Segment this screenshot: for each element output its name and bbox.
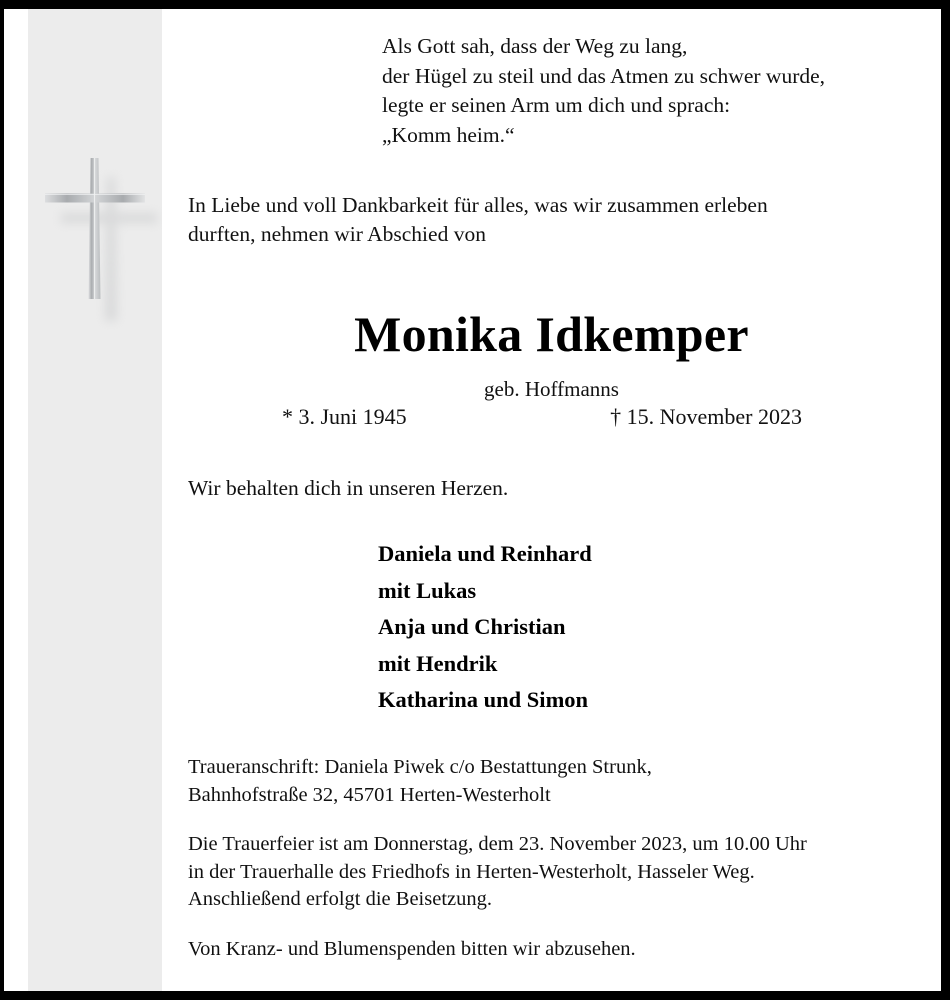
poem-block xyxy=(382,32,825,150)
mourning-address xyxy=(188,754,928,809)
ceremony-details xyxy=(188,831,933,914)
poem-line-3: legte er seinen Arm um dich und sprach: xyxy=(382,93,731,117)
flowers-note: Von Kranz- und Blumenspenden bitten wir abzusehen. xyxy=(188,938,636,960)
bottom-border xyxy=(0,991,950,1000)
ceremony-line-1: Die Trauerfeier ist am Donnerstag, dem 23. November 2023, um 10.00 Uhr xyxy=(188,833,807,855)
intro-block xyxy=(188,191,928,249)
death-date: † 15. November 2023 xyxy=(610,404,802,429)
address-line-1: Traueranschrift: Daniela Piwek c/o Bestattungen Strunk, xyxy=(188,756,652,778)
intro-line-1: In Liebe und voll Dankbarkeit für alles, was wir zusammen erleben xyxy=(188,193,768,217)
top-border xyxy=(0,0,950,9)
life-dates xyxy=(282,402,802,432)
birth-date: * 3. Juni 1945 xyxy=(282,404,407,429)
family-member-1: Daniela und Reinhard xyxy=(378,541,592,566)
deceased-name: Monika Idkemper xyxy=(354,306,749,362)
poem-line-1: Als Gott sah, dass der Weg zu lang, xyxy=(382,34,688,58)
ceremony-line-2: in der Trauerhalle des Friedhofs in Herten-Westerholt, Hasseler Weg. xyxy=(188,860,755,883)
notice-content xyxy=(162,9,941,991)
family-member-2: mit Lukas xyxy=(378,577,477,603)
family-list xyxy=(378,536,592,719)
left-border xyxy=(0,0,4,1000)
family-member-4: mit Hendrik xyxy=(378,650,498,676)
ceremony-line-3: Anschließend erfolgt die Beisetzung. xyxy=(188,888,492,910)
christian-cross-icon xyxy=(28,149,162,349)
poem-line-2: der Hügel zu steil und das Atmen zu schwer wurde, xyxy=(382,63,826,88)
decoration-panel xyxy=(28,9,162,991)
deceased-maiden-name: geb. Hoffmanns xyxy=(484,377,619,401)
remembrance-text: Wir behalten dich in unseren Herzen. xyxy=(188,476,509,500)
family-member-3: Anja und Christian xyxy=(378,614,566,639)
family-member-5: Katharina und Simon xyxy=(378,687,589,712)
address-line-2: Bahnhofstraße 32, 45701 Herten-Westerholt xyxy=(188,783,551,806)
right-border xyxy=(941,0,950,1000)
poem-line-4: „Komm heim.“ xyxy=(382,122,515,147)
intro-line-2: durften, nehmen wir Abschied von xyxy=(188,222,486,246)
